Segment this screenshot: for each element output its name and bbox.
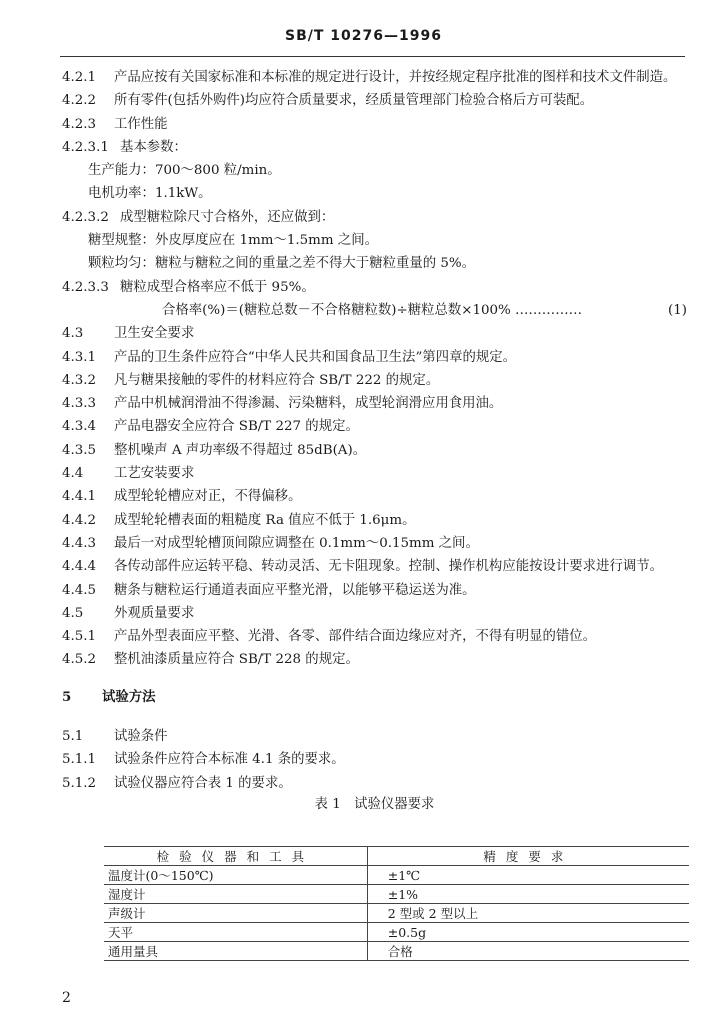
para-4-4-3: 4.4.3 最后一对成型轮槽顶间隙应调整在 0.1mm～0.15mm 之间。 — [62, 535, 479, 551]
page-number: 2 — [62, 990, 71, 1006]
table-header-instrument: 检验仪器和工具 — [104, 847, 367, 866]
table-cell: 声级计 — [104, 904, 367, 923]
para-motor-power: 电机功率：1.1kW。 — [88, 186, 212, 202]
para-4-2-2: 4.2.2 所有零件(包括外购件)均应符合质量要求，经质量管理部门检验合格后方可装配。 — [62, 93, 594, 109]
para-4-3-1: 4.3.1 产品的卫生条件应符合“中华人民共和国食品卫生法”第四章的规定。 — [62, 349, 517, 365]
table-cell: ±0.5g — [367, 923, 689, 942]
para-4-4-5: 4.4.5 糖条与糖粒运行通道表面应平整光滑，以能够平稳运送为准。 — [62, 582, 476, 598]
table-cell: 合格 — [367, 942, 689, 961]
para-4-2-3-2: 4.2.3.2 成型糖粒除尺寸合格外，还应做到： — [62, 209, 335, 225]
para-4-2-3-1: 4.2.3.1 基本参数： — [62, 139, 187, 155]
table-row — [104, 866, 689, 885]
header-rule — [60, 56, 685, 57]
para-4-4-1: 4.4.1 成型轮轮槽应对正，不得偏移。 — [62, 489, 302, 505]
para-4-4: 4.4 工艺安装要求 — [62, 466, 195, 482]
para-5-1: 5.1 试验条件 — [62, 729, 168, 745]
para-4-5-2: 4.5.2 整机油漆质量应符合 SB/T 228 的规定。 — [62, 652, 359, 668]
table-header-row — [104, 847, 689, 866]
table-row — [104, 923, 689, 942]
para-shape: 糖型规整：外皮厚度应在 1mm～1.5mm 之间。 — [88, 233, 378, 249]
para-4-3-3: 4.3.3 产品中机械润滑油不得渗漏、污染糖料，成型轮润滑应用食用油。 — [62, 396, 503, 412]
para-4-2-3-3: 4.2.3.3 糖粒成型合格率应不低于 95%。 — [62, 279, 315, 295]
table-cell: 湿度计 — [104, 885, 367, 904]
table-cell: 天平 — [104, 923, 367, 942]
table-caption: 表 1 试验仪器要求 — [314, 796, 435, 812]
para-capacity: 生产能力：700～800 粒/min。 — [88, 163, 281, 179]
table-cell: 2 型或 2 型以上 — [367, 904, 689, 923]
para-4-3-2: 4.3.2 凡与糖果接触的零件的材料应符合 SB/T 222 的规定。 — [62, 372, 440, 388]
para-uniform: 颗粒均匀：糖粒与糖粒之间的重量之差不得大于糖粒重量的 5%。 — [88, 256, 476, 272]
formula-1: 合格率(%)＝(糖粒总数－不合格糖粒数)÷糖粒总数×100% …………… (1) — [62, 299, 687, 322]
para-4-2-3: 4.2.3 工作性能 — [62, 116, 168, 132]
table-row — [104, 885, 689, 904]
page-header: SB/T 10276—1996 — [285, 28, 442, 44]
para-5-1-1: 5.1.1 试验条件应符合本标准 4.1 条的要求。 — [62, 752, 345, 768]
para-4-5: 4.5 外观质量要求 — [62, 605, 195, 621]
table-cell: ±1% — [367, 885, 689, 904]
table-row — [104, 904, 689, 923]
para-4-2-1: 4.2.1 产品应按有关国家标准和本标准的规定进行设计，并按经规定程序批准的图样和技术文件制造。 — [62, 70, 677, 85]
para-4-3-4: 4.3.4 产品电器安全应符合 SB/T 227 的规定。 — [62, 419, 359, 435]
table-cell: 温度计(0～150℃) — [104, 866, 367, 885]
para-4-3: 4.3 卫生安全要求 — [62, 326, 195, 342]
para-4-4-2: 4.4.2 成型轮轮槽表面的粗糙度 Ra 值应不低于 1.6μm。 — [62, 512, 416, 528]
para-4-3-5: 4.3.5 整机噪声 A 声功率级不得超过 85dB(A)。 — [62, 442, 367, 458]
para-5-1-2: 5.1.2 试验仪器应符合表 1 的要求。 — [62, 775, 292, 791]
para-4-5-1: 4.5.1 产品外型表面应平整、光滑、各零、部件结合面边缘应对齐，不得有明显的错位。 — [62, 629, 597, 645]
formula-number: (1) — [668, 302, 687, 318]
table-row — [104, 942, 689, 961]
table-cell: 通用量具 — [104, 942, 367, 961]
para-4-4-4: 4.4.4 各传动部件应运转平稳、转动灵活、无卡阻现象。控制、操作机构应能按设计要求进行调节。 — [62, 559, 664, 575]
document-body — [62, 66, 687, 815]
table-cell: ±1℃ — [367, 866, 689, 885]
instrument-table — [104, 846, 689, 961]
section-5-heading: 5 试验方法 — [62, 688, 156, 705]
table-header-accuracy: 精度要求 — [367, 847, 689, 866]
